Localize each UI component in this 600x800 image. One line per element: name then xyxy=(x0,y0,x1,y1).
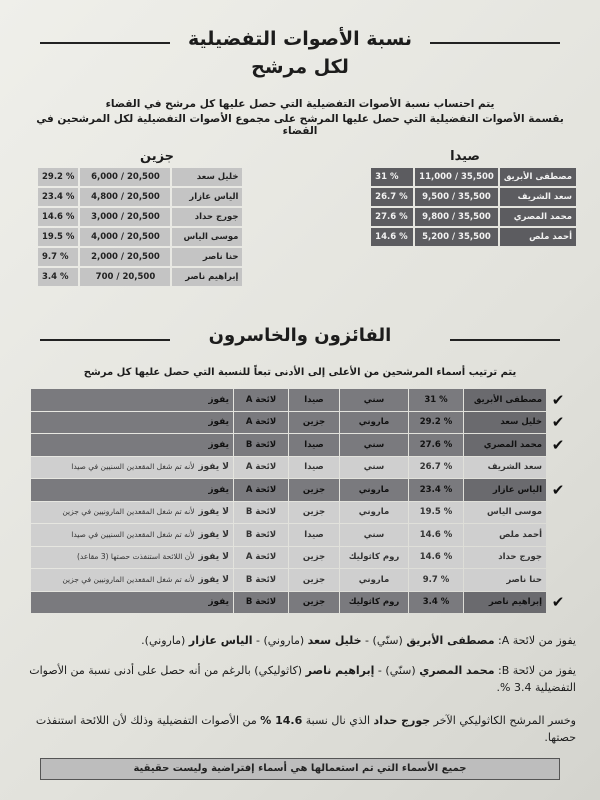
saida-row xyxy=(371,168,576,186)
saida-row xyxy=(371,208,576,226)
result-candidate-name: مصطفى الأبريق xyxy=(464,389,546,411)
jezzine-table xyxy=(36,166,244,288)
p1-name-2: خليل سعد xyxy=(307,634,362,647)
p2-prefix: يفوز من لائحة B: xyxy=(494,664,576,677)
result-candidate-name: محمد المصري xyxy=(464,434,546,456)
saida-table xyxy=(369,166,578,248)
result-district: جزين xyxy=(289,502,339,524)
jezzine-candidate-name: حنا ناصر xyxy=(172,248,242,266)
result-candidate-name: أحمد ملص xyxy=(464,524,546,546)
jezzine-row xyxy=(38,268,242,286)
result-status xyxy=(31,412,233,434)
saida-candidate-name: أحمد ملص xyxy=(500,228,576,246)
checkmark-icon xyxy=(547,569,569,591)
result-status xyxy=(31,457,233,479)
p1-name-3: الياس عازار xyxy=(188,634,253,647)
result-percent: 29.2 % xyxy=(409,412,463,434)
jezzine-row xyxy=(38,248,242,266)
result-status xyxy=(31,479,233,501)
checkmark-icon: ✔ xyxy=(551,480,565,499)
result-verdict: لا يفوز xyxy=(198,529,229,540)
jezzine-vote-fraction: 20,500 / 4,000 xyxy=(80,228,170,246)
result-sect: ماروني xyxy=(340,479,408,501)
result-verdict: لا يفوز xyxy=(198,552,229,563)
result-percent: 26.7 % xyxy=(409,457,463,479)
result-district: جزين xyxy=(289,592,339,614)
paragraph-list-b-winners xyxy=(24,662,576,696)
jezzine-percent: 23.4 % xyxy=(38,188,78,206)
result-verdict: لا يفوز xyxy=(198,507,229,518)
p2-name-2: إبراهيم ناصر xyxy=(305,664,375,677)
jezzine-vote-fraction: 20,500 / 6,000 xyxy=(80,168,170,186)
jezzine-vote-fraction: 20,500 / 700 xyxy=(80,268,170,286)
saida-vote-fraction: 35,500 / 5,200 xyxy=(415,228,498,246)
jezzine-row xyxy=(38,208,242,226)
checkmark-icon: ✔ xyxy=(551,390,565,409)
result-list: لائحة A xyxy=(234,412,288,434)
result-status xyxy=(31,569,233,591)
result-percent: 14.6 % xyxy=(409,547,463,569)
results-row xyxy=(31,524,569,546)
result-status xyxy=(31,434,233,456)
saida-row xyxy=(371,188,576,206)
p3-suffix: من الأصوات التفضيلية وذلك لأن اللائحة استنفذت حصتها. xyxy=(35,714,576,744)
p1-sep-1: (سنّي) - xyxy=(361,634,407,647)
p2-sep-1: (سنّي) - xyxy=(374,664,420,677)
result-list: لائحة B xyxy=(234,434,288,456)
jezzine-percent: 3.4 % xyxy=(38,268,78,286)
checkmark-icon: ✔ xyxy=(551,435,565,454)
p1-sep-2: (ماروني) - xyxy=(252,634,308,647)
saida-percent: 14.6 % xyxy=(371,228,413,246)
results-row xyxy=(31,479,569,501)
result-percent: 27.6 % xyxy=(409,434,463,456)
results-row xyxy=(31,434,569,456)
p3-mid: الذي نال نسبة xyxy=(302,714,374,727)
result-verdict: يفوز xyxy=(208,597,229,608)
saida-percent: 31 % xyxy=(371,168,413,186)
saida-candidate-name: مصطفى الأبريق xyxy=(500,168,576,186)
result-sect: ماروني xyxy=(340,412,408,434)
result-list: لائحة A xyxy=(234,457,288,479)
checkmark-icon xyxy=(547,524,569,546)
p1-prefix: يفوز من لائحة A: xyxy=(494,634,576,647)
title-block xyxy=(40,24,560,84)
intro-line-2: بقسمة الأصوات التفضيلية التي حصل عليها المرشح على مجموع الأصوات التفضيلية لكل المرشحين في القضاء xyxy=(36,113,564,137)
result-list: لائحة A xyxy=(234,479,288,501)
jezzine-candidate-name: موسى الياس xyxy=(172,228,242,246)
result-status xyxy=(31,389,233,411)
checkmark-icon: ✔ xyxy=(551,413,565,432)
result-sect: روم كاثوليك xyxy=(340,547,408,569)
saida-candidate-name: محمد المصري xyxy=(500,208,576,226)
jezzine-vote-fraction: 20,500 / 2,000 xyxy=(80,248,170,266)
p2-sep-2: (كاثوليكي) بالرغم من أنه حصل على أدنى نسبة من الأصوات التفضيلية 3.4 %. xyxy=(29,664,576,694)
result-district: جزين xyxy=(289,569,339,591)
saida-vote-fraction: 35,500 / 9,800 xyxy=(415,208,498,226)
jezzine-row xyxy=(38,228,242,246)
result-status xyxy=(31,502,233,524)
result-percent: 9.7 % xyxy=(409,569,463,591)
jezzine-vote-fraction: 20,500 / 4,800 xyxy=(80,188,170,206)
result-candidate-name: الياس عازار xyxy=(464,479,546,501)
jezzine-candidate-name: الياس عازار xyxy=(172,188,242,206)
results-row xyxy=(31,502,569,524)
p3-name: جورج حداد xyxy=(373,714,431,727)
result-status xyxy=(31,524,233,546)
result-candidate-name: جورج حداد xyxy=(464,547,546,569)
result-list: لائحة B xyxy=(234,569,288,591)
saida-percent: 27.6 % xyxy=(371,208,413,226)
winners-title: الفائزون والخاسرون xyxy=(208,325,392,346)
result-district: صيدا xyxy=(289,457,339,479)
jezzine-candidate-name: خليل سعد xyxy=(172,168,242,186)
jezzine-vote-fraction: 20,500 / 3,000 xyxy=(80,208,170,226)
result-verdict: يفوز xyxy=(208,417,229,428)
result-sect: سني xyxy=(340,457,408,479)
result-district: صيدا xyxy=(289,434,339,456)
result-list: لائحة A xyxy=(234,547,288,569)
result-note: لأنه تم شغل المقعدين السنيين في صيدا xyxy=(71,462,195,472)
saida-row xyxy=(371,228,576,246)
winners-heading-block xyxy=(40,325,560,353)
p2-name-1: محمد المصري xyxy=(419,664,495,677)
saida-candidate-name: سعد الشريف xyxy=(500,188,576,206)
saida-vote-fraction: 35,500 / 9,500 xyxy=(415,188,498,206)
disclaimer-footer: جميع الأسماء التي تم استعمالها هي أسماء إفتراضية وليست حقيقية xyxy=(40,758,560,780)
checkmark-icon xyxy=(547,502,569,524)
p1-name-1: مصطفى الأبريق xyxy=(406,634,495,647)
result-sect: ماروني xyxy=(340,502,408,524)
result-candidate-name: حنا ناصر xyxy=(464,569,546,591)
results-table xyxy=(30,388,570,614)
result-percent: 14.6 % xyxy=(409,524,463,546)
p1-sep-3: (ماروني). xyxy=(141,634,189,647)
results-row xyxy=(31,412,569,434)
result-percent: 31 % xyxy=(409,389,463,411)
result-sect: سني xyxy=(340,524,408,546)
result-district: جزين xyxy=(289,479,339,501)
result-note: لأنه تم شغل المقعدين السنيين في صيدا xyxy=(71,529,195,539)
result-candidate-name: إبراهيم ناصر xyxy=(464,592,546,614)
result-note: لأن اللائحة استنفذت حصتها (3 مقاعد) xyxy=(77,552,195,562)
paragraph-loser xyxy=(24,712,576,746)
result-percent: 3.4 % xyxy=(409,592,463,614)
result-percent: 23.4 % xyxy=(409,479,463,501)
results-row xyxy=(31,592,569,614)
jezzine-row xyxy=(38,168,242,186)
page-title: نسبة الأصوات التفضيلية xyxy=(187,28,413,50)
checkmark-icon xyxy=(547,457,569,479)
result-candidate-name: خليل سعد xyxy=(464,412,546,434)
result-note: لأنه تم شغل المقعدين المارونيين في جزين xyxy=(62,574,195,584)
p3-prefix: وخسر المرشح الكاثوليكي الآخر xyxy=(430,714,576,727)
result-list: لائحة B xyxy=(234,502,288,524)
results-row xyxy=(31,457,569,479)
result-verdict: لا يفوز xyxy=(198,574,229,585)
p3-percent: 14.6 % xyxy=(260,714,303,727)
result-candidate-name: سعد الشريف xyxy=(464,457,546,479)
jezzine-row xyxy=(38,188,242,206)
saida-vote-fraction: 35,500 / 11,000 xyxy=(415,168,498,186)
result-verdict: يفوز xyxy=(208,394,229,405)
jezzine-percent: 29.2 % xyxy=(38,168,78,186)
result-district: جزين xyxy=(289,547,339,569)
result-district: جزين xyxy=(289,412,339,434)
page-subtitle: لكل مرشح xyxy=(251,56,349,78)
result-verdict: لا يفوز xyxy=(198,462,229,473)
result-sect: ماروني xyxy=(340,569,408,591)
results-row xyxy=(31,569,569,591)
result-verdict: يفوز xyxy=(208,439,229,450)
jezzine-label: جزين xyxy=(140,149,175,164)
jezzine-candidate-name: إبراهيم ناصر xyxy=(172,268,242,286)
result-percent: 19.5 % xyxy=(409,502,463,524)
result-list: لائحة A xyxy=(234,389,288,411)
result-note: لأنه تم شغل المقعدين المارونيين في جزين xyxy=(62,507,195,517)
result-sect: روم كاثوليك xyxy=(340,592,408,614)
result-district: صيدا xyxy=(289,389,339,411)
checkmark-icon: ✔ xyxy=(551,593,565,612)
intro-line-1: يتم احتساب نسبة الأصوات التفضيلية التي حصل عليها كل مرشح في القضاء xyxy=(105,98,495,110)
saida-label: صيدا xyxy=(450,149,480,164)
jezzine-percent: 14.6 % xyxy=(38,208,78,226)
result-verdict: يفوز xyxy=(208,484,229,495)
result-status xyxy=(31,547,233,569)
results-row xyxy=(31,547,569,569)
result-status xyxy=(31,592,233,614)
result-list: لائحة B xyxy=(234,592,288,614)
jezzine-candidate-name: جورج حداد xyxy=(172,208,242,226)
checkmark-icon xyxy=(547,547,569,569)
result-sect: سني xyxy=(340,389,408,411)
winners-intro: يتم ترتيب أسماء المرشحين من الأعلى إلى الأدنى تبعاً للنسبة التي حصل عليها كل مرشح xyxy=(83,367,517,378)
jezzine-percent: 19.5 % xyxy=(38,228,78,246)
results-row xyxy=(31,389,569,411)
saida-percent: 26.7 % xyxy=(371,188,413,206)
result-candidate-name: موسى الياس xyxy=(464,502,546,524)
result-list: لائحة B xyxy=(234,524,288,546)
paragraph-list-a-winners xyxy=(24,632,576,649)
result-district: صيدا xyxy=(289,524,339,546)
jezzine-percent: 9.7 % xyxy=(38,248,78,266)
result-sect: سني xyxy=(340,434,408,456)
